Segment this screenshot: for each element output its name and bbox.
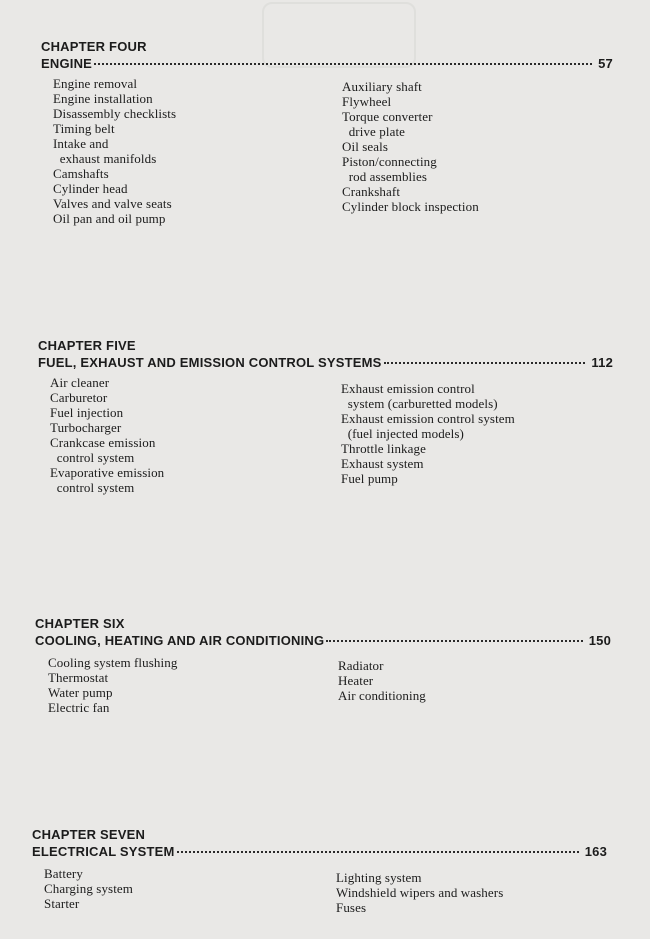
chapter-title: ENGINE [41,56,93,71]
topic-item: Oil pan and oil pump [53,211,166,226]
topic-item: Air cleaner [50,375,110,390]
page-number: 57 [598,56,613,71]
chapter-title: COOLING, HEATING AND AIR CONDITIONING [35,633,325,648]
chapter-four [41,38,613,226]
topic-item: Exhaust emission control system [341,411,515,426]
topic-item: Crankcase emission [50,435,156,450]
topic-item: (fuel injected models) [341,426,464,441]
dot-leader [177,851,579,853]
chapter-five [38,337,613,495]
chapter-title-row [38,354,613,371]
topic-item: Crankshaft [342,184,401,199]
topic-item: Water pump [48,685,113,700]
topic-list-left [44,866,133,911]
topic-item: Timing belt [53,121,115,136]
topic-item: Intake and [53,136,109,151]
topic-item: control system [50,450,135,465]
topic-list-right [341,381,515,486]
topic-item: Torque converter [342,109,433,124]
topic-item: Carburetor [50,390,108,405]
topic-list-right [342,79,479,214]
chapter-seven [32,826,607,915]
topic-item: control system [50,480,135,495]
topic-list-right [338,658,426,703]
topic-item: Radiator [338,658,384,673]
topic-item: Starter [44,896,80,911]
topic-item: Cylinder head [53,181,128,196]
page-number: 112 [591,355,613,370]
topic-item: Cylinder block inspection [342,199,479,214]
chapter-heading: CHAPTER FOUR [41,39,147,54]
chapter-six [35,615,611,715]
topic-item: Fuel injection [50,405,124,420]
topic-list-left [50,375,164,495]
topic-list-left [53,76,176,226]
topic-item: Fuel pump [341,471,398,486]
topic-item: system (carburetted models) [341,396,498,411]
chapter-heading: CHAPTER FIVE [38,338,136,353]
topic-item: Engine removal [53,76,138,91]
topic-item: Auxiliary shaft [342,79,422,94]
chapter-title-row [35,632,611,649]
dot-leader [326,640,582,642]
topic-item: Air conditioning [338,688,426,703]
topic-item: Piston/connecting [342,154,437,169]
topic-item: Valves and valve seats [53,196,172,211]
topic-item: Turbocharger [50,420,122,435]
topic-item: Charging system [44,881,134,896]
chapter-title-row [32,843,607,860]
dot-leader [94,63,592,65]
chapter-title: FUEL, EXHAUST AND EMISSION CONTROL SYSTEMS [38,355,382,370]
topic-item: Camshafts [53,166,109,181]
topic-item: Throttle linkage [341,441,426,456]
topic-item: rod assemblies [342,169,428,184]
chapter-title-row [41,55,613,72]
topic-item: Thermostat [48,670,109,685]
chapter-title: ELECTRICAL SYSTEM [32,844,175,859]
topic-item: Evaporative emission [50,465,165,480]
topic-item: Windshield wipers and washers [336,885,504,900]
topic-item: Exhaust emission control [341,381,475,396]
topic-list-right [336,870,503,915]
topic-item: Lighting system [336,870,422,885]
topic-item: Flywheel [342,94,392,109]
chapter-heading: CHAPTER SEVEN [32,827,146,842]
topic-item: Battery [44,866,83,881]
topic-item: drive plate [342,124,406,139]
topic-item: Cooling system flushing [48,655,178,670]
topic-item: Heater [338,673,374,688]
topic-item: Fuses [336,900,367,915]
topic-item: exhaust manifolds [53,151,157,166]
topic-item: Electric fan [48,700,110,715]
page-number: 150 [588,633,611,648]
topic-item: Exhaust system [341,456,424,471]
topic-item: Engine installation [53,91,153,106]
chapter-heading: CHAPTER SIX [35,616,125,631]
topic-item: Oil seals [342,139,389,154]
topic-list-left [48,655,177,715]
topic-item: Disassembly checklists [53,106,177,121]
dot-leader [384,362,586,364]
page-number: 163 [584,844,607,859]
